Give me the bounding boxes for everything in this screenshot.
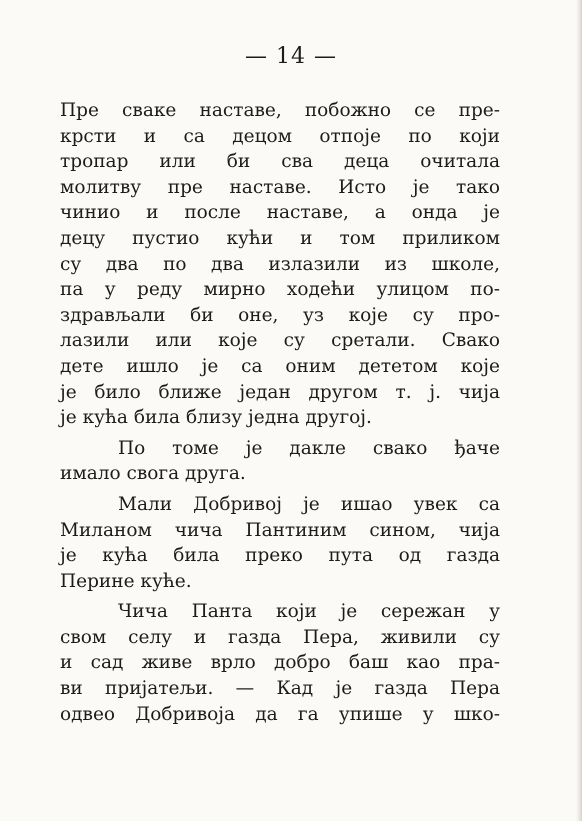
text-line: је кућа била близу једна другој. bbox=[60, 407, 372, 429]
text-line: Чича Панта који је сережан у bbox=[118, 601, 500, 623]
page-number: — 14 — bbox=[245, 44, 337, 69]
text-line: молитву пре наставе. Исто је тако bbox=[60, 176, 500, 198]
text-line: По томе је дакле свако ђаче bbox=[118, 437, 500, 459]
text-line: Перине куће. bbox=[60, 570, 192, 592]
text-line: и сад живе врло добро баш као пра- bbox=[60, 652, 500, 674]
text-line: је кућа била преко пута од газда bbox=[60, 545, 500, 567]
text-line: крсти и са децом отпоје по који bbox=[60, 125, 500, 147]
text-line: децу пустио кући и том приликом bbox=[60, 227, 500, 249]
text-line: здрављали би оне, уз које су про- bbox=[60, 304, 500, 326]
text-line: Мали Добривој је ишао увек са bbox=[118, 493, 500, 515]
text-line: свом селу и газда Пера, живили су bbox=[60, 626, 500, 648]
paragraph-3 bbox=[60, 492, 500, 594]
text-line: одвео Добривоја да га упише у шко- bbox=[60, 703, 500, 725]
text-line: па у реду мирно ходећи улицом по- bbox=[60, 279, 500, 301]
text-line: ви пријатељи. — Кад је газда Пера bbox=[60, 678, 500, 700]
page-edge-shadow bbox=[576, 0, 582, 821]
text-line: су два по два излазили из школе, bbox=[60, 253, 500, 275]
text-line: чинио и после наставе, а онда је bbox=[60, 202, 500, 224]
text-line: Миланом чича Пантиним сином, чија bbox=[60, 519, 500, 541]
paragraph-2 bbox=[60, 436, 500, 487]
text-line: имало свога друга. bbox=[60, 463, 246, 485]
text-line: Пре сваке наставе, побожно се пре- bbox=[60, 100, 500, 121]
paragraph-4 bbox=[60, 599, 500, 727]
text-line: је било ближе један другом т. ј. чија bbox=[60, 381, 500, 403]
body-text bbox=[60, 98, 500, 727]
text-line: тропар или би сва деца очитала bbox=[60, 151, 500, 173]
paragraph-1 bbox=[60, 98, 500, 431]
text-line: дете ишло је са оним дететом које bbox=[60, 355, 500, 377]
text-line: лазили или које су сретали. Свако bbox=[60, 330, 500, 352]
